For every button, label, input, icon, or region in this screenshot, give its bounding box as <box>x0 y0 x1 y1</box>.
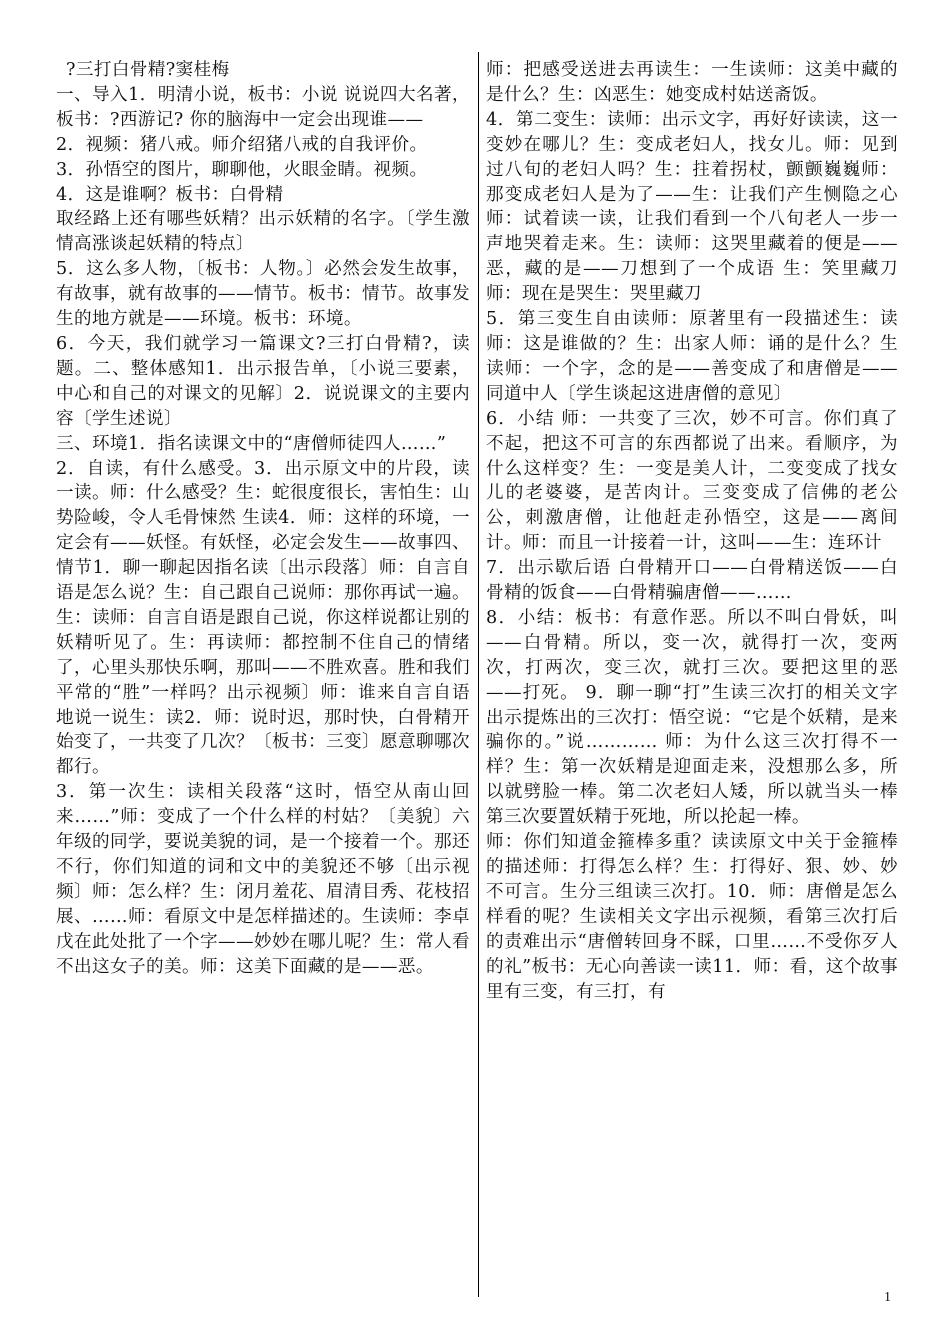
paragraph: 5．第三变生自由读师：原著里有一段描述生：读师：这是谁做的？生：出家人师：诵的是什么？生读师：一个字，念的是——善变成了和唐僧是——同道中人〔学生谈起这进唐僧的意见〕 <box>486 309 898 404</box>
paragraph: 2．自读，有什么感受。3．出示原文中的片段，读一读。师：什么感受？生：蛇很度很长，害怕生：山势险峻，令人毛骨悚然 生读4．师：这样的环境，一定会有——妖怪。有妖怪，必定会发生——故事四、情节1．聊一聊起因指名读〔出示段落〕师：自言自语是怎么说？生：自己跟自己说师：那你再试一遍。生：读师：自言自语是跟自己说，你这样说都让别的妖精听见了。生：再读师：都控制不住自己的情绪了，心里头那快乐啊，那叫——不胜欢喜。胜和我们平常的“胜”一样吗？出示视频〕师：谁来自言自语地说一说生：读2．师：说时迟，那时快，白骨精开始变了，一共变了几次？〔板书：三变〕愿意聊哪次都行。 <box>56 458 470 778</box>
column-divider <box>478 52 479 1297</box>
page-number: 1 <box>884 1290 891 1305</box>
left-column <box>56 58 470 1298</box>
paragraph: 6．小结 师：一共变了三次，妙不可言。你们真了不起，把这不可言的东西都说了出来。看顺序，为什么这样变？生：一变是美人计，二变变成了找女儿的老婆婆，是苦肉计。三变变成了信佛的老公公，刺激唐僧，让他赶走孙悟空，这是——离间计。师：而且一计接着一计，这叫——生：连环计 <box>486 408 898 554</box>
paragraph: 取经路上还有哪些妖精？出示妖精的名字。〔学生激情高涨谈起妖精的特点〕 <box>56 209 470 255</box>
paragraph: 6．今天，我们就学习一篇课文?三打白骨精?，读题。二、整体感知1．出示报告单，〔小说三要素，中心和自己的对课文的见解〕2．说说课文的主要内容〔学生述说〕 <box>56 333 470 429</box>
paragraph: 师：你们知道金箍棒多重？读读原文中关于金箍棒的描述师：打得怎么样？生：打得好、狠、妙、妙不可言。生分三组读三次打。10．师：唐僧是怎么样看的呢？生读相关文字出示视频，看第三次打后的责难出示“唐僧转回身不睬，口里……不受你歹人的礼”板书：无心向善读一读11．师：看，这个故事里有三变，有三打，有 <box>486 832 898 1002</box>
paragraph: 4．第二变生：读师：出示文字，再好好读读，这一变妙在哪儿？生：变成老妇人，找女儿。师：见到过八旬的老妇人吗？生：拄着拐杖，颤颤巍巍师：那变成老妇人是为了——生：让我们产生恻隐之心师：试着读一读，让我们看到一个八旬老人一步一声地哭着走来。生：读师：这哭里藏着的便是——恶，藏的是——刀想到了一个成语 生：笑里藏刀师：现在是哭生：哭里藏刀 <box>486 109 898 305</box>
paragraph: 5．这么多人物，〔板书：人物。〕必然会发生故事，有故事，就有故事的——情节。板书：情节。故事发生的地方就是——环境。板书：环境。 <box>56 259 470 330</box>
right-column <box>486 58 898 1298</box>
paragraph: 8．小结：板书：有意作恶。所以不叫白骨妖，叫——白骨精。所以，变一次，就得打一次，变两次，打两次，变三次，就打三次。要把这里的恶——打死。 9．聊一聊“打”生读三次打的相关文字出示提炼出的三次打：悟空说：“它是个妖精，是来骗你的。”说………… 师：为什么这三次打得不一样？生：第一次妖精是迎面走来，没想那么多，所以就劈脸一棒。第二次老妇人矮，所以就当头一棒第三次要置妖精于死地，所以抡起一棒。 <box>486 607 898 828</box>
paragraph: 2．视频：猪八戒。师介绍猪八戒的自我评价。 <box>56 134 428 155</box>
paragraph: 师：把感受送进去再读生：一生读师：这美中藏的是什么？生：凶恶生：她变成村姑送斋饭。 <box>486 60 898 105</box>
paragraph: 3．孙悟空的图片，聊聊他，火眼金睛。视频。 <box>56 159 428 180</box>
paragraph: 三、环境1．指名读课文中的“唐僧师徒四人……” <box>56 433 447 454</box>
paragraph: 4．这是谁啊？板书：白骨精 <box>56 184 284 205</box>
paragraph: 7．出示歇后语 白骨精开口——白骨精送饭——白骨精的饭食——白骨精骗唐僧——…… <box>486 558 898 604</box>
document-title: ?三打白骨精?窦桂梅 <box>66 60 230 80</box>
paragraph: 一、导入1．明清小说，板书：小说 说说四大名著，板书：?西游记? 你的脑海中一定会出现谁—— <box>56 84 470 130</box>
paragraph: 3．第一次生：读相关段落“这时，悟空从南山回来……”师：变成了一个什么样的村姑？〔美貌〕六年级的同学，要说美貌的词，是一个接着一个。那还不行，你们知道的词和文中的美貌还不够〔出示视频〕师：怎么样？生：闭月羞花、眉清目秀、花枝招展、……师：看原文中是怎样描述的。生读师：李卓戊在此处批了一个字——妙妙在哪儿呢？生：常人看不出这女子的美。师：这美下面藏的是——恶。 <box>56 782 470 977</box>
